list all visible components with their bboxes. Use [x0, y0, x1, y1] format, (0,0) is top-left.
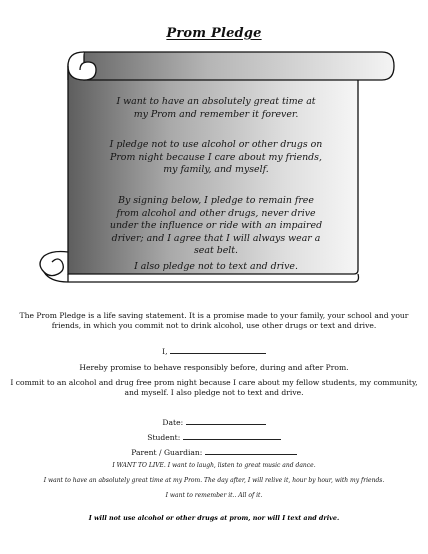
scroll-paragraph-1: I want to have an absolutely great time at my Prom and remember it forever.	[116, 96, 316, 120]
closing-line-3: I want to remember it.. All of it.	[165, 492, 263, 499]
student-blank[interactable]	[183, 431, 281, 440]
closing-line-1-lead: I WANT TO LIVE.	[112, 462, 166, 469]
date-label: Date:	[162, 418, 184, 427]
promise-text: Hereby promise to behave responsibly before, during and after Prom.	[79, 363, 349, 372]
scroll-paragraph-3: By signing below, I pledge to remain free from alcohol and other drugs, never drive under the influence or ride with an impaired driver; and I agree that I will always wear a seat belt.	[109, 195, 323, 257]
closing-line-1	[0, 462, 428, 470]
date-blank[interactable]	[186, 416, 266, 425]
name-blank[interactable]	[170, 345, 266, 354]
commit-text: I commit to an alcohol and drug free prom night because I care about my fellow students, my community, and myself. I also pledge not to text and drive.	[10, 378, 418, 397]
date-line	[10, 416, 418, 428]
name-line	[10, 345, 418, 357]
closing-final: I will not use alcohol or other drugs at prom, nor will I text and drive.	[88, 514, 340, 522]
closing-line-1-rest: I want to laugh, listen to great music and dance.	[167, 462, 316, 469]
parent-blank[interactable]	[205, 446, 297, 455]
scroll-paragraph-2: I pledge not to use alcohol or other drugs on Prom night because I care about my friends, my family, and myself.	[109, 139, 323, 176]
parent-label: Parent / Guardian:	[131, 448, 203, 457]
name-label: I,	[162, 347, 168, 356]
scroll-top-roll	[84, 52, 394, 80]
intro-text: The Prom Pledge is a life saving statement. It is a promise made to your family, your school and your friends, in which you commit not to drink alcohol, use other drugs or text and drive.	[19, 311, 409, 330]
student-line	[10, 431, 418, 443]
parent-line	[10, 446, 418, 458]
student-label: Student:	[147, 433, 181, 442]
scroll-paragraph-4: I also pledge not to text and drive.	[134, 261, 298, 272]
closing-line-2: I want to have an absolutely great time at my Prom. The day after, I will relive it, hour by hour, with my friends.	[43, 477, 385, 484]
page-title: Prom Pledge	[166, 26, 262, 41]
